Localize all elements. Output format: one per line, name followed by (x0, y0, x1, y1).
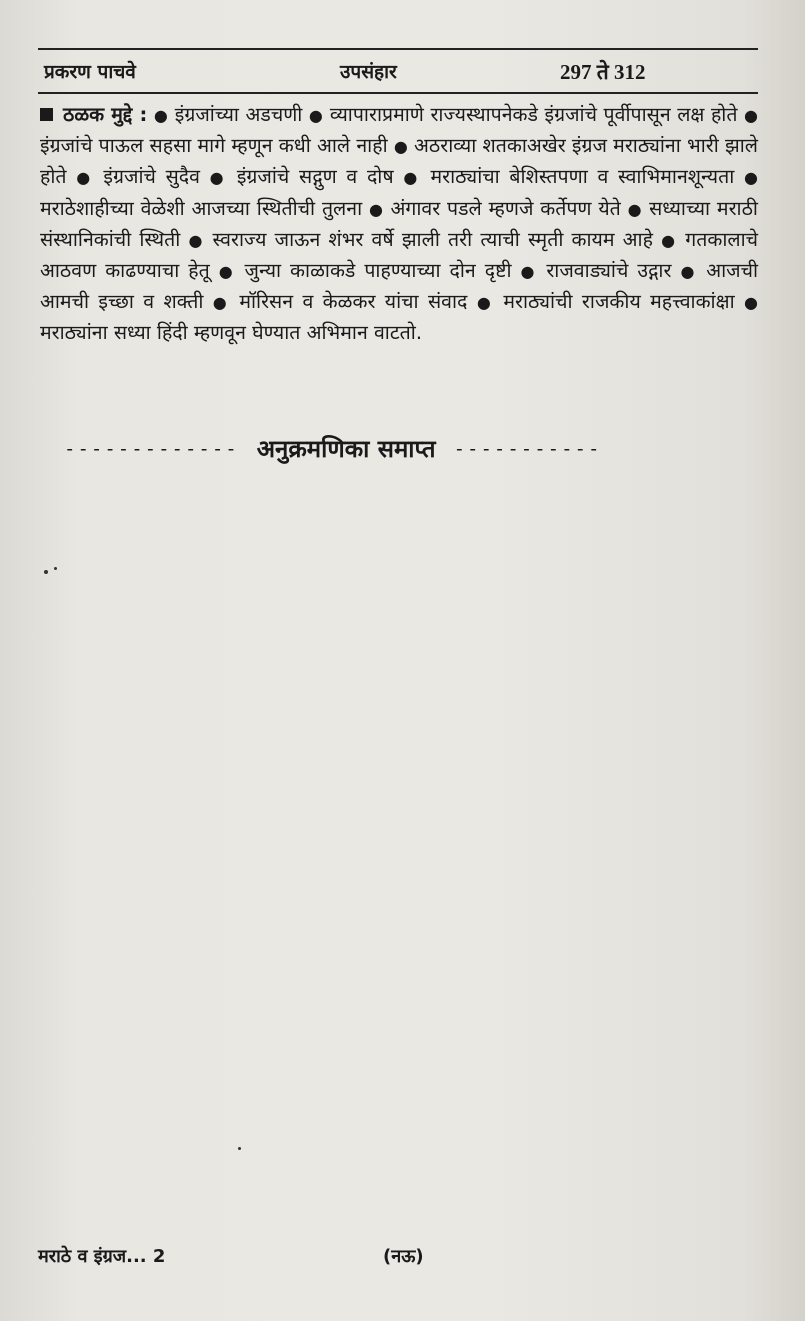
bullet-icon: ● (212, 293, 230, 313)
square-bullet-icon (40, 108, 53, 121)
chapter-title: उपसंहार (340, 61, 397, 83)
key-point: आजची आमची इच्छा व शक्ती (40, 259, 759, 314)
chapter-label: प्रकरण पाचवे (44, 61, 136, 83)
bullet-icon: ● (369, 199, 384, 219)
bullet-icon: ● (153, 106, 169, 125)
key-point: अंगावर पडले म्हणजे कर्तेपण येते (390, 196, 621, 220)
key-point: गतकालाचे आठवण काढण्याचा हेतू (40, 227, 759, 283)
key-point: जुन्या काळाकडे पाहण्याच्या दोन दृष्टी (244, 259, 512, 283)
bullet-icon: ● (209, 168, 228, 188)
bullet-icon: ● (520, 262, 538, 282)
header-rule-top (38, 48, 758, 50)
bullet-icon: ● (627, 199, 643, 219)
key-point: व्यापाराप्रमाणे राज्यस्थापनेकडे इंग्रजांचे पूर्वीपासून लक्ष होते (329, 103, 738, 126)
key-point: इंग्रजांचे सुदैव (103, 165, 200, 189)
index-end-marker (64, 432, 754, 465)
bullet-icon: ● (476, 293, 494, 313)
header-rule-bottom (38, 92, 758, 94)
index-end-title: अनुक्रमणिका समाप्त (256, 435, 436, 463)
key-point: मराठ्यांना सध्या हिंदी म्हणवून घेण्यात अभिमान वाटतो. (40, 321, 423, 345)
bullet-icon: ● (661, 230, 678, 250)
dash-rule-right: ----------- (453, 437, 602, 460)
bullet-icon: ● (218, 262, 236, 282)
print-speck (44, 570, 48, 574)
page-range: 297 ते 312 (560, 60, 646, 84)
bullet-icon: ● (743, 168, 758, 188)
print-speck (238, 1147, 241, 1150)
key-point: इंग्रजांच्या अडचणी (174, 103, 303, 126)
bullet-icon: ● (744, 106, 758, 125)
key-point: सध्याच्या मराठी संस्थानिकांची स्थिती (40, 196, 758, 251)
bullet-icon: ● (403, 168, 421, 188)
bullet-icon: ● (744, 293, 758, 313)
key-point: मराठ्यांचा बेशिस्तपणा व स्वाभिमानशून्यता (430, 165, 735, 189)
key-point: इंग्रजांचे पाऊल सहसा मागे म्हणून कधी आले नाही (40, 134, 388, 158)
page-number-footer: (नऊ) (383, 1246, 424, 1267)
bullet-icon: ● (308, 106, 324, 125)
key-point: मराठेशाहीच्या वेळेशी आजच्या स्थितीची तुलना (40, 196, 363, 220)
bullet-icon: ● (393, 137, 408, 157)
book-title-footer: मराठे व इंग्रज... 2 (38, 1246, 166, 1267)
key-point: अठराव्या शतकाअखेर इंग्रज मराठ्यांना भारी झाले होते (40, 134, 758, 189)
key-points-lead: ठळक मुद्दे : (63, 103, 148, 126)
print-speck (54, 567, 57, 570)
key-point: राजवाड्यांचे उद्गार (546, 259, 672, 283)
bullet-icon: ● (188, 230, 205, 250)
key-point: स्वराज्य जाऊन शंभर वर्षे झाली तरी त्याची स्मृती कायम आहे (212, 227, 653, 251)
dash-rule-left: ------------- (64, 437, 239, 460)
bullet-icon: ● (76, 168, 94, 188)
key-point: इंग्रजांचे सद्गुण व दोष (236, 165, 394, 189)
key-point: मराठ्यांची राजकीय महत्त्वाकांक्षा (503, 290, 735, 314)
key-point: मॉरिसन व केळकर यांचा संवाद (239, 290, 468, 314)
bullet-icon: ● (680, 262, 698, 282)
key-points-paragraph (40, 100, 758, 349)
